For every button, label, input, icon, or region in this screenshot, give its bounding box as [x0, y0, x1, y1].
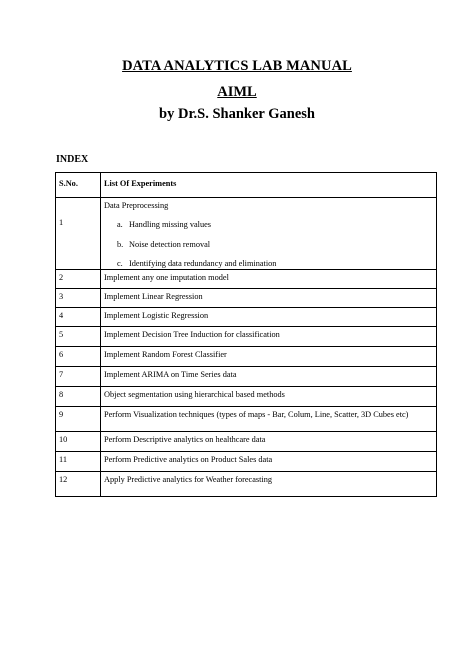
table-row [56, 432, 437, 452]
sub-item-text: Noise detection removal [129, 239, 211, 249]
table-row [56, 452, 437, 472]
sno-header: S.No. [56, 173, 101, 198]
experiment-title: Implement Linear Regression [101, 289, 437, 308]
experiment-title: Object segmentation using hierarchical based methods [101, 387, 437, 407]
table-row [56, 289, 437, 308]
row-number: 3 [56, 289, 101, 308]
experiment-title: Implement ARIMA on Time Series data [101, 367, 437, 387]
row-number: 7 [56, 367, 101, 387]
table-row [56, 407, 437, 432]
row-number: 11 [56, 452, 101, 472]
experiment-title: Perform Predictive analytics on Product Sales data [101, 452, 437, 472]
experiment-title: Data Preprocessing [104, 201, 169, 210]
experiments-header: List Of Experiments [101, 173, 437, 198]
row-number: 5 [56, 327, 101, 347]
sub-item [104, 240, 433, 250]
sub-item [104, 220, 433, 230]
sub-item [104, 259, 433, 269]
experiment-cell [101, 198, 437, 270]
experiment-title: Implement Logistic Regression [101, 308, 437, 327]
sub-item-text: Handling missing values [129, 220, 212, 230]
experiment-title: Implement any one imputation model [101, 270, 437, 289]
table-row [56, 198, 437, 270]
table-row [56, 387, 437, 407]
table-row [56, 308, 437, 327]
table-row [56, 367, 437, 387]
table-row [56, 327, 437, 347]
row-number: 1 [56, 198, 101, 270]
experiments-table [55, 172, 437, 497]
sub-item-marker: b. [117, 239, 124, 249]
document-title: DATA ANALYTICS LAB MANUAL [122, 58, 352, 74]
row-number: 2 [56, 270, 101, 289]
document-subtitle: AIML [217, 84, 257, 100]
row-number: 6 [56, 347, 101, 367]
row-number: 12 [56, 472, 101, 497]
table-header-row [56, 173, 437, 198]
experiment-title: Perform Visualization techniques (types of maps - Bar, Colum, Line, Scatter, 3D Cubes etc) [101, 407, 437, 432]
sub-item-text: Identifying data redundancy and elimination [129, 259, 277, 269]
experiment-title: Implement Random Forest Classifier [101, 347, 437, 367]
index-heading: INDEX [56, 154, 89, 165]
row-number: 10 [56, 432, 101, 452]
row-number: 8 [56, 387, 101, 407]
experiment-title: Perform Descriptive analytics on healthcare data [101, 432, 437, 452]
table-row [56, 347, 437, 367]
experiment-title: Implement Decision Tree Induction for classification [101, 327, 437, 347]
table-row [56, 472, 437, 497]
author-line: by Dr.S. Shanker Ganesh [159, 106, 315, 122]
row-number: 4 [56, 308, 101, 327]
sub-item-marker: c. [117, 259, 123, 269]
row-number: 9 [56, 407, 101, 432]
experiment-title: Apply Predictive analytics for Weather forecasting [101, 472, 437, 497]
table-row [56, 270, 437, 289]
sub-item-marker: a. [117, 220, 123, 230]
